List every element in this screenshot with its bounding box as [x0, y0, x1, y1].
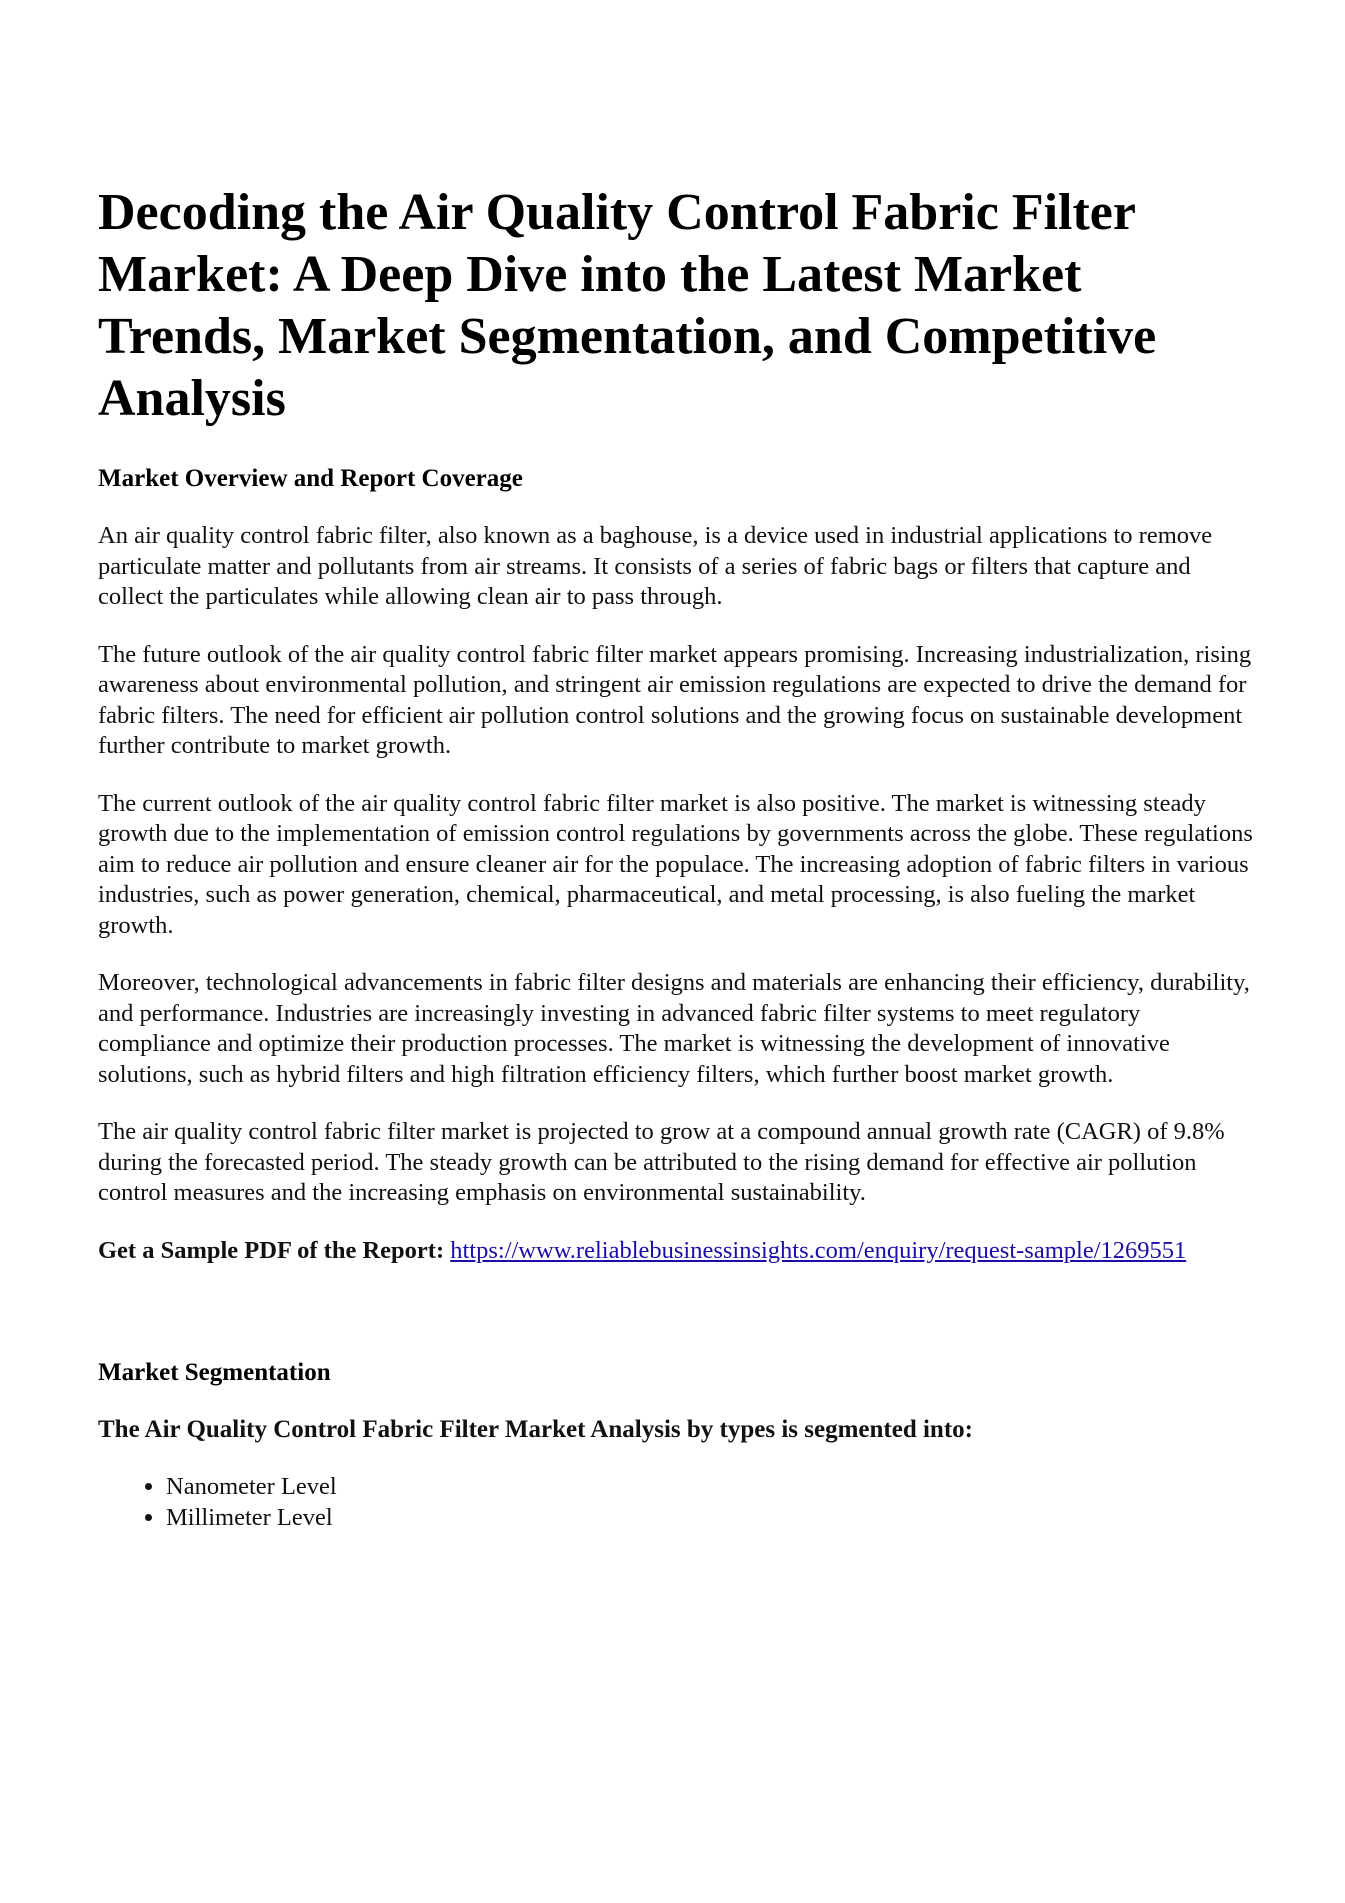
page-title: Decoding the Air Quality Control Fabric Filter Market: A Deep Dive into the Latest Market Trends, Market Segmentation, and Competitive Analysis	[98, 184, 1157, 427]
paragraph-current-outlook: The current outlook of the air quality control fabric filter market is also positive. The market is witnessing steady growth due to the implementation of emission control regulations by governments across the globe. These regulations aim to reduce air pollution and ensure cleaner air for the populace. The increasing adoption of fabric filters in various industries, such as power generation, chemical, pharmaceutical, and metal processing, is also fueling the market growth.	[98, 789, 1253, 939]
list-item: • Millimeter Level	[166, 1503, 1258, 1534]
sample-pdf-label: Get a Sample PDF of the Report:	[98, 1236, 445, 1264]
paragraph-technology: Moreover, technological advancements in fabric filter designs and materials are enhancing their efficiency, durability, and performance. Industries are increasingly investing in advanced fabric filter systems to meet regulatory compliance and optimize their production processes. The market is witnessing the development of innovative solutions, such as hybrid filters and high filtration efficiency filters, which further boost market growth.	[98, 969, 1250, 1088]
list-item: • Nanometer Level	[166, 1472, 1258, 1503]
sample-pdf-link[interactable]: https://www.reliablebusinessinsights.com/enquiry/request-sample/1269551	[450, 1236, 1187, 1264]
segmentation-heading: Market Segmentation	[98, 1359, 331, 1386]
sample-pdf-line	[98, 1236, 1258, 1267]
overview-heading: Market Overview and Report Coverage	[98, 465, 523, 492]
document-page	[98, 182, 1258, 1533]
types-heading: The Air Quality Control Fabric Filter Market Analysis by types is segmented into:	[98, 1416, 973, 1443]
paragraph-future-outlook: The future outlook of the air quality control fabric filter market appears promising. Increasing industrialization, rising awareness about environmental pollution, and stringent air emission regulations are expected to drive the demand for fabric filters. The need for efficient air pollution control solutions and the growing focus on sustainable development further contribute to market growth.	[98, 640, 1252, 759]
paragraph-cagr: The air quality control fabric filter market is projected to grow at a compound annual growth rate (CAGR) of 9.8% during the forecasted period. The steady growth can be attributed to the rising demand for effective air pollution control measures and the increasing emphasis on environmental sustainability.	[98, 1118, 1225, 1206]
paragraph-intro: An air quality control fabric filter, also known as a baghouse, is a device used in industrial applications to remove particulate matter and pollutants from air streams. It consists of a series of fabric bags or filters that capture and collect the particulates while allowing clean air to pass through.	[98, 522, 1213, 610]
types-list	[98, 1472, 1258, 1533]
